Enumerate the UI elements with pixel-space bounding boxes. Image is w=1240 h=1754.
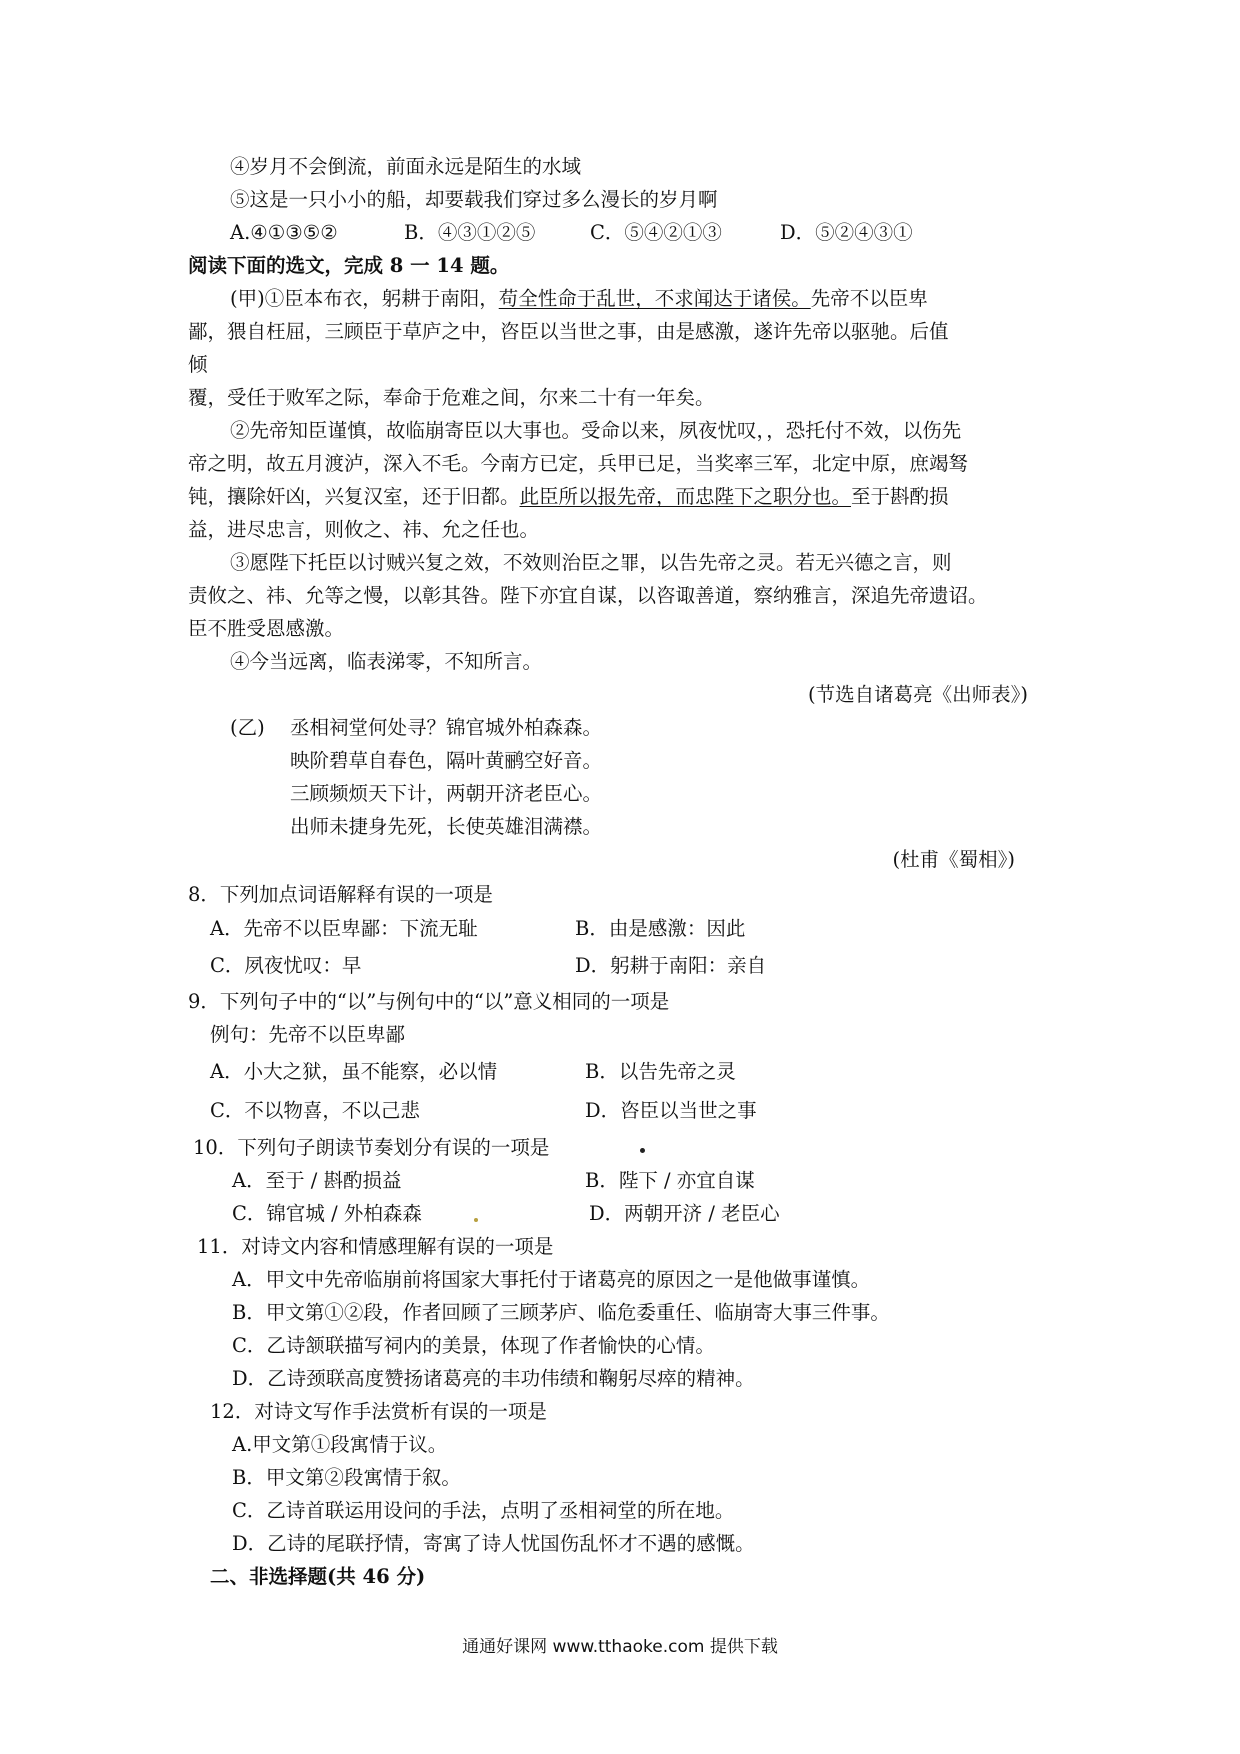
q8-option-d: D．躬耕于南阳：亲自 xyxy=(575,954,767,977)
jia-p1-line1 xyxy=(230,288,928,310)
jia-p2-underlined-sentence: 此臣所以报先帝，而忠陛下之职分也。 xyxy=(519,485,852,508)
q12-option-a: A.甲文第①段寓情于议。 xyxy=(232,1433,448,1456)
q7-option-a: A.④①③⑤② xyxy=(230,221,338,244)
stray-mark xyxy=(474,1218,478,1222)
jia-p2-line2: 帝之明，故五月渡泸，深入不毛。今南方已定，兵甲已足，当奖率三军，北定中原，庶竭驽 xyxy=(188,452,969,475)
q9-example: 例句：先帝不以臣卑鄙 xyxy=(210,1023,406,1046)
q11-option-b: B．甲文第①②段，作者回顾了三顾茅庐、临危委重任、临崩寄大事三件事。 xyxy=(232,1301,890,1324)
yi-line1: 丞相祠堂何处寻？锦官城外柏森森。 xyxy=(290,716,603,739)
q10-option-b: B．陛下 / 亦宜自谋 xyxy=(585,1169,755,1192)
jia-p1-line4: 覆，受任于败军之际，奉命于危难之间，尔来二十有一年矣。 xyxy=(188,386,715,409)
q10-option-c: C．锦官城 / 外柏森森 xyxy=(232,1202,422,1225)
q7-option-c: C．⑤④②①③ xyxy=(590,221,722,244)
jia-source: (节选自诸葛亮《出师表》) xyxy=(808,683,1028,706)
q9-option-b: B．以告先帝之灵 xyxy=(585,1060,736,1083)
q8-option-a: A．先帝不以臣卑鄙：下流无耻 xyxy=(210,917,478,940)
q7-option-b: B．④③①②⑤ xyxy=(404,221,536,244)
page-footer: 通通好课网 www.tthaoke.com 提供下载 xyxy=(462,1637,778,1657)
yi-label: (乙) xyxy=(230,716,265,739)
jia-p1-line3: 倾 xyxy=(188,353,208,376)
q12-stem: 12．对诗文写作手法赏析有误的一项是 xyxy=(210,1400,547,1423)
jia-p3-line3: 臣不胜受恩感激。 xyxy=(188,617,345,640)
jia-p3-line2: 责攸之、祎、允等之慢，以彰其咎。陛下亦宜自谋，以咨诹善道，察纳雅言，深追先帝遗诏。 xyxy=(188,584,988,607)
yi-line4: 出师未捷身先死，长使英雄泪满襟。 xyxy=(290,815,603,838)
q11-option-d: D．乙诗颈联高度赞扬诸葛亮的丰功伟绩和鞠躬尽瘁的精神。 xyxy=(232,1367,755,1390)
q10-option-a: A．至于 / 斟酌损益 xyxy=(232,1169,402,1192)
q12-option-d: D．乙诗的尾联抒情，寄寓了诗人忧国伤乱怀才不遇的感慨。 xyxy=(232,1532,755,1555)
jia-p1-line1-a: (甲)①臣本布衣，躬耕于南阳， xyxy=(230,287,499,310)
q9-option-c: C．不以物喜，不以己悲 xyxy=(210,1099,420,1122)
q8-option-c: C．夙夜忧叹：早 xyxy=(210,954,362,977)
q10-stem: 10．下列句子朗读节奏划分有误的一项是 xyxy=(193,1136,550,1159)
jia-p4: ④今当远离，临表涕零，不知所言。 xyxy=(230,650,543,673)
q7-option-d: D．⑤②④③① xyxy=(780,221,913,244)
q11-option-a: A．甲文中先帝临崩前将国家大事托付于诸葛亮的原因之一是他做事谨慎。 xyxy=(232,1268,871,1291)
jia-p2-line1: ②先帝知臣谨慎，故临崩寄臣以大事也。受命以来，夙夜忧叹，，恐托付不效，以伤先 xyxy=(230,419,962,442)
q7-sentence-4: ④岁月不会倒流，前面永远是陌生的水域 xyxy=(230,155,582,178)
q7-sentence-5: ⑤这是一只小小的船，却要载我们穿过多么漫长的岁月啊 xyxy=(230,188,718,211)
q9-option-d: D．咨臣以当世之事 xyxy=(585,1099,757,1122)
reading-instruction: 阅读下面的选文，完成 8 一 14 题。 xyxy=(188,254,510,277)
q9-stem: 9．下列句子中的“以”与例句中的“以”意义相同的一项是 xyxy=(188,990,670,1013)
q10-option-d: D．两朝开济 / 老臣心 xyxy=(589,1202,780,1225)
yi-source: (杜甫《蜀相》) xyxy=(892,848,1015,871)
q12-option-b: B．甲文第②段寓情于叙。 xyxy=(232,1466,461,1489)
jia-p2-line3-b: 至于斟酌损 xyxy=(851,485,949,508)
q12-option-c: C．乙诗首联运用设问的手法，点明了丞相祠堂的所在地。 xyxy=(232,1499,735,1522)
q11-stem: 11．对诗文内容和情感理解有误的一项是 xyxy=(197,1235,554,1258)
jia-p2-line3-a: 钝，攘除奸凶，兴复汉室，还于旧都。 xyxy=(188,485,520,508)
yi-line3: 三顾频烦天下计，两朝开济老臣心。 xyxy=(290,782,603,805)
q8-stem: 8．下列加点词语解释有误的一项是 xyxy=(188,883,493,906)
q9-option-a: A．小大之狱，虽不能察，必以情 xyxy=(210,1060,498,1083)
jia-p3-line1: ③愿陛下托臣以讨贼兴复之效，不效则治臣之罪，以告先帝之灵。若无兴德之言，则 xyxy=(230,551,952,574)
stray-dot-mark xyxy=(640,1148,645,1153)
q8-option-b: B．由是感激：因此 xyxy=(575,917,746,940)
yi-line2: 映阶碧草自春色，隔叶黄鹂空好音。 xyxy=(290,749,603,772)
jia-p1-line1-b: 先帝不以臣卑 xyxy=(810,287,928,310)
jia-p2-line3 xyxy=(188,486,949,508)
jia-p2-line4: 益，进尽忠言，则攸之、祎、允之任也。 xyxy=(188,518,540,541)
section2-heading: 二、非选择题(共 46 分) xyxy=(210,1565,426,1588)
jia-p1-underlined-sentence: 苟全性命于乱世，不求闻达于诸侯。 xyxy=(498,287,811,310)
q11-option-c: C．乙诗颔联描写祠内的美景，体现了作者愉快的心情。 xyxy=(232,1334,715,1357)
jia-p1-line2: 鄙，猥自枉屈，三顾臣于草庐之中，咨臣以当世之事，由是感激，遂许先帝以驱驰。后值 xyxy=(188,320,949,343)
